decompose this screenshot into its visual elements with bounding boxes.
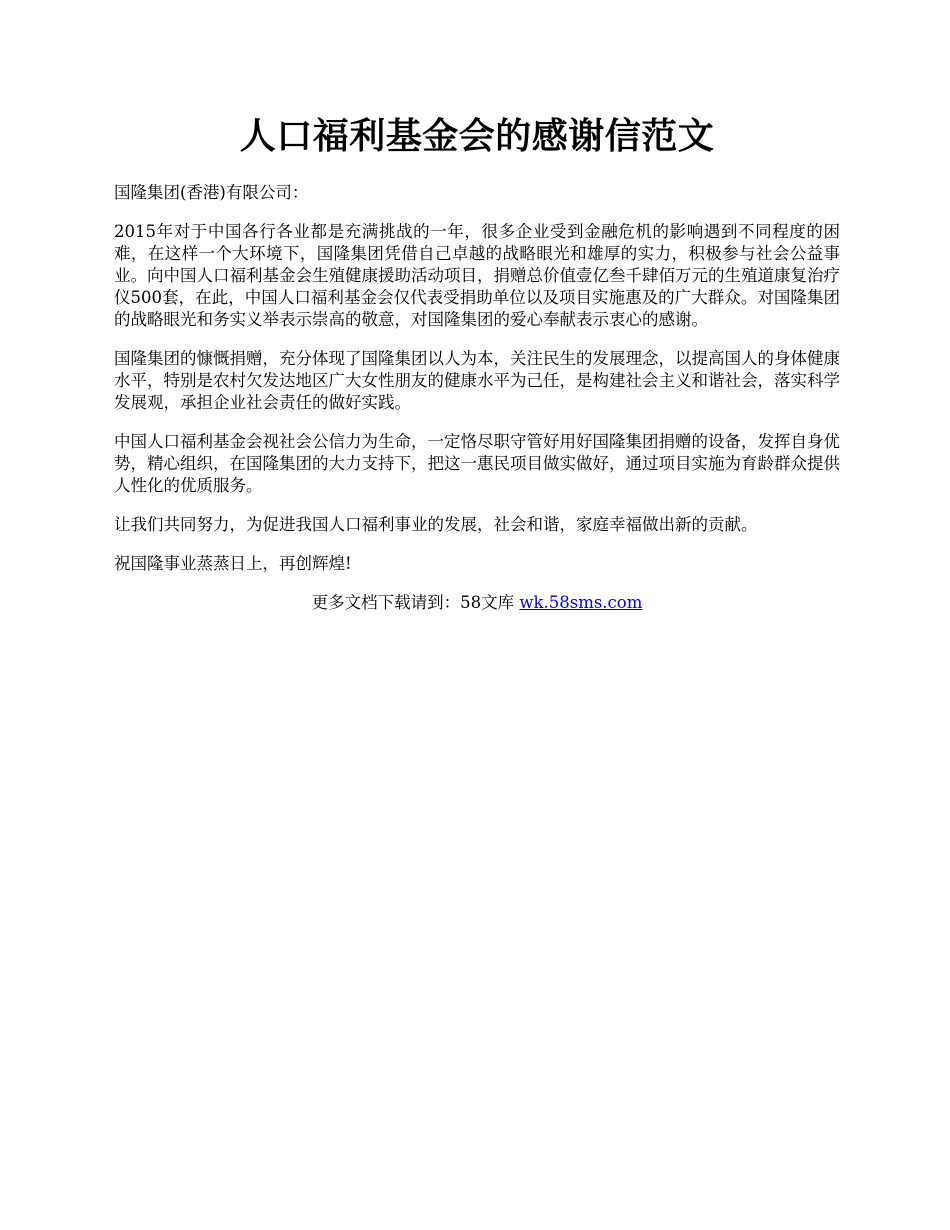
download-link[interactable]: wk.58sms.com [519, 593, 643, 612]
download-footer [114, 592, 840, 614]
document-body [114, 112, 840, 614]
paragraph-4: 让我们共同努力，为促进我国人口福利事业的发展，社会和谐，家庭幸福做出新的贡献。 [114, 515, 758, 534]
closing-wish: 祝国隆事业蒸蒸日上，再创辉煌! [114, 554, 352, 573]
salutation: 国隆集团(香港)有限公司： [114, 183, 309, 202]
paragraph-2: 国隆集团的慷慨捐赠，充分体现了国隆集团以人为本，关注民生的发展理念，以提高国人的身体健康水平，特别是农村欠发达地区广大女性朋友的健康水平为己任，是构建社会主义和谐社会，落实科学发展观，承担企业社会责任的做好实践。 [114, 349, 840, 412]
document-title: 人口福利基金会的感谢信范文 [239, 115, 715, 157]
paragraph-1: 2015年对于中国各行各业都是充满挑战的一年，很多企业受到金融危机的影响遇到不同程度的困难，在这样一个大环境下，国隆集团凭借自己卓越的战略眼光和雄厚的实力，积极参与社会公益事业。向中国人口福利基金会生殖健康援助活动项目，捐赠总价值壹亿叁千肆佰万元的生殖道康复治疗仪500套，在此，中国人口福利基金会仅代表受捐助单位以及项目实施惠及的广大群众。对国隆集团的战略眼光和务实义举表示崇高的敬意，对国隆集团的爱心奉献表示衷心的感谢。 [114, 222, 840, 329]
paragraph-3: 中国人口福利基金会视社会公信力为生命，一定恪尽职守管好用好国隆集团捐赠的设备，发挥自身优势，精心组织，在国隆集团的大力支持下，把这一惠民项目做实做好，通过项目实施为育龄群众提供人性化的优质服务。 [114, 432, 840, 495]
footer-prefix: 更多文档下载请到：58文库 [311, 593, 520, 612]
